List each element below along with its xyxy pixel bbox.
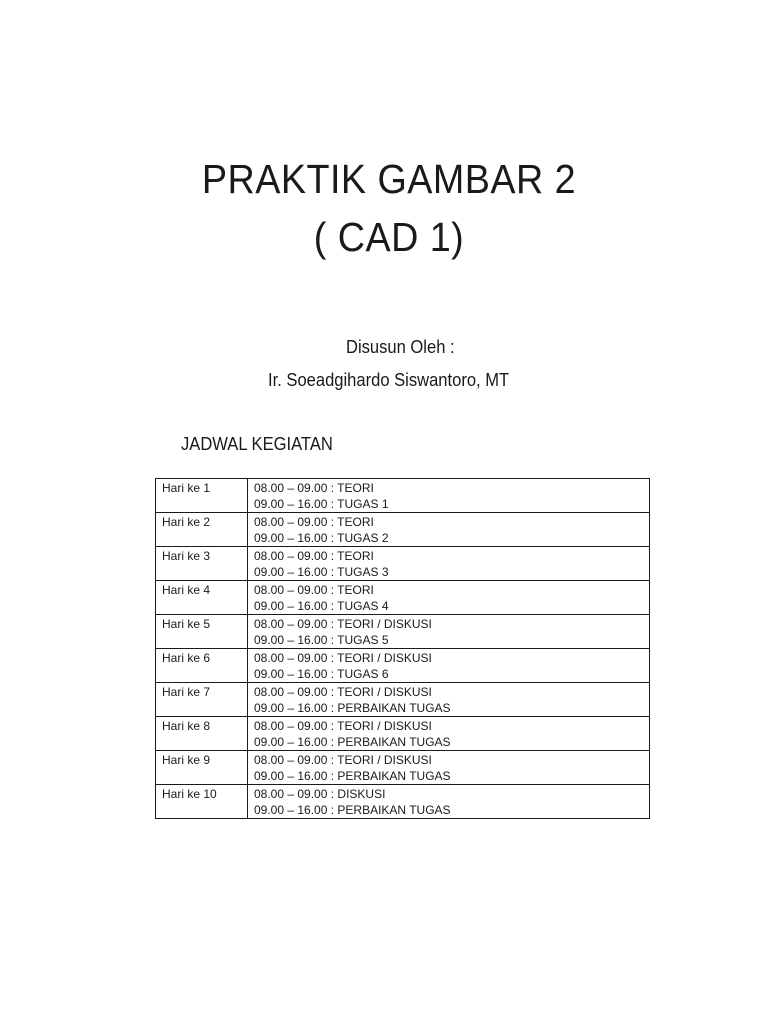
day-cell: Hari ke 8 <box>156 717 248 751</box>
activity-cell <box>248 751 650 785</box>
schedule-row <box>156 751 650 785</box>
activity-line-1: 08.00 – 09.00 : TEORI / DISKUSI <box>254 719 432 733</box>
activity-line-2: 09.00 – 16.00 : TUGAS 1 <box>254 497 389 511</box>
activity-cell <box>248 683 650 717</box>
schedule-table <box>155 478 650 819</box>
schedule-row <box>156 717 650 751</box>
activity-cell <box>248 717 650 751</box>
activity-cell <box>248 649 650 683</box>
activity-cell <box>248 547 650 581</box>
day-cell: Hari ke 9 <box>156 751 248 785</box>
activity-line-1: 08.00 – 09.00 : TEORI / DISKUSI <box>254 651 432 665</box>
activity-line-2: 09.00 – 16.00 : TUGAS 6 <box>254 667 389 681</box>
day-cell: Hari ke 2 <box>156 513 248 547</box>
activity-cell <box>248 785 650 819</box>
document-subtitle: ( CAD 1) <box>313 214 465 260</box>
day-cell: Hari ke 5 <box>156 615 248 649</box>
activity-line-2: 09.00 – 16.00 : PERBAIKAN TUGAS <box>254 769 451 783</box>
day-cell: Hari ke 4 <box>156 581 248 615</box>
schedule-row <box>156 513 650 547</box>
author-name: Ir. Soeadgihardo Siswantoro, MT <box>268 370 510 390</box>
schedule-row <box>156 683 650 717</box>
activity-line-1: 08.00 – 09.00 : TEORI / DISKUSI <box>254 685 432 699</box>
day-cell: Hari ke 3 <box>156 547 248 581</box>
schedule-row <box>156 581 650 615</box>
schedule-row <box>156 785 650 819</box>
day-cell: Hari ke 10 <box>156 785 248 819</box>
compiled-by-label: Disusun Oleh : <box>346 337 455 357</box>
activity-line-1: 08.00 – 09.00 : DISKUSI <box>254 787 386 801</box>
document-title: PRAKTIK GAMBAR 2 <box>201 156 577 202</box>
activity-line-2: 09.00 – 16.00 : PERBAIKAN TUGAS <box>254 735 451 749</box>
activity-line-2: 09.00 – 16.00 : TUGAS 4 <box>254 599 389 613</box>
activity-line-1: 08.00 – 09.00 : TEORI <box>254 515 374 529</box>
activity-line-1: 08.00 – 09.00 : TEORI <box>254 481 374 495</box>
activity-cell <box>248 513 650 547</box>
schedule-row <box>156 479 650 513</box>
activity-cell <box>248 479 650 513</box>
activity-line-1: 08.00 – 09.00 : TEORI / DISKUSI <box>254 753 432 767</box>
activity-line-2: 09.00 – 16.00 : PERBAIKAN TUGAS <box>254 701 451 715</box>
activity-cell <box>248 581 650 615</box>
activity-line-1: 08.00 – 09.00 : TEORI <box>254 583 374 597</box>
activity-cell <box>248 615 650 649</box>
activity-line-1: 08.00 – 09.00 : TEORI / DISKUSI <box>254 617 432 631</box>
schedule-row <box>156 547 650 581</box>
activity-line-2: 09.00 – 16.00 : TUGAS 5 <box>254 633 389 647</box>
day-cell: Hari ke 1 <box>156 479 248 513</box>
activity-line-2: 09.00 – 16.00 : TUGAS 3 <box>254 565 389 579</box>
activity-line-2: 09.00 – 16.00 : PERBAIKAN TUGAS <box>254 803 451 817</box>
activity-line-2: 09.00 – 16.00 : TUGAS 2 <box>254 531 389 545</box>
day-cell: Hari ke 7 <box>156 683 248 717</box>
schedule-row <box>156 615 650 649</box>
schedule-row <box>156 649 650 683</box>
day-cell: Hari ke 6 <box>156 649 248 683</box>
activity-line-1: 08.00 – 09.00 : TEORI <box>254 549 374 563</box>
schedule-heading: JADWAL KEGIATAN <box>181 434 333 454</box>
